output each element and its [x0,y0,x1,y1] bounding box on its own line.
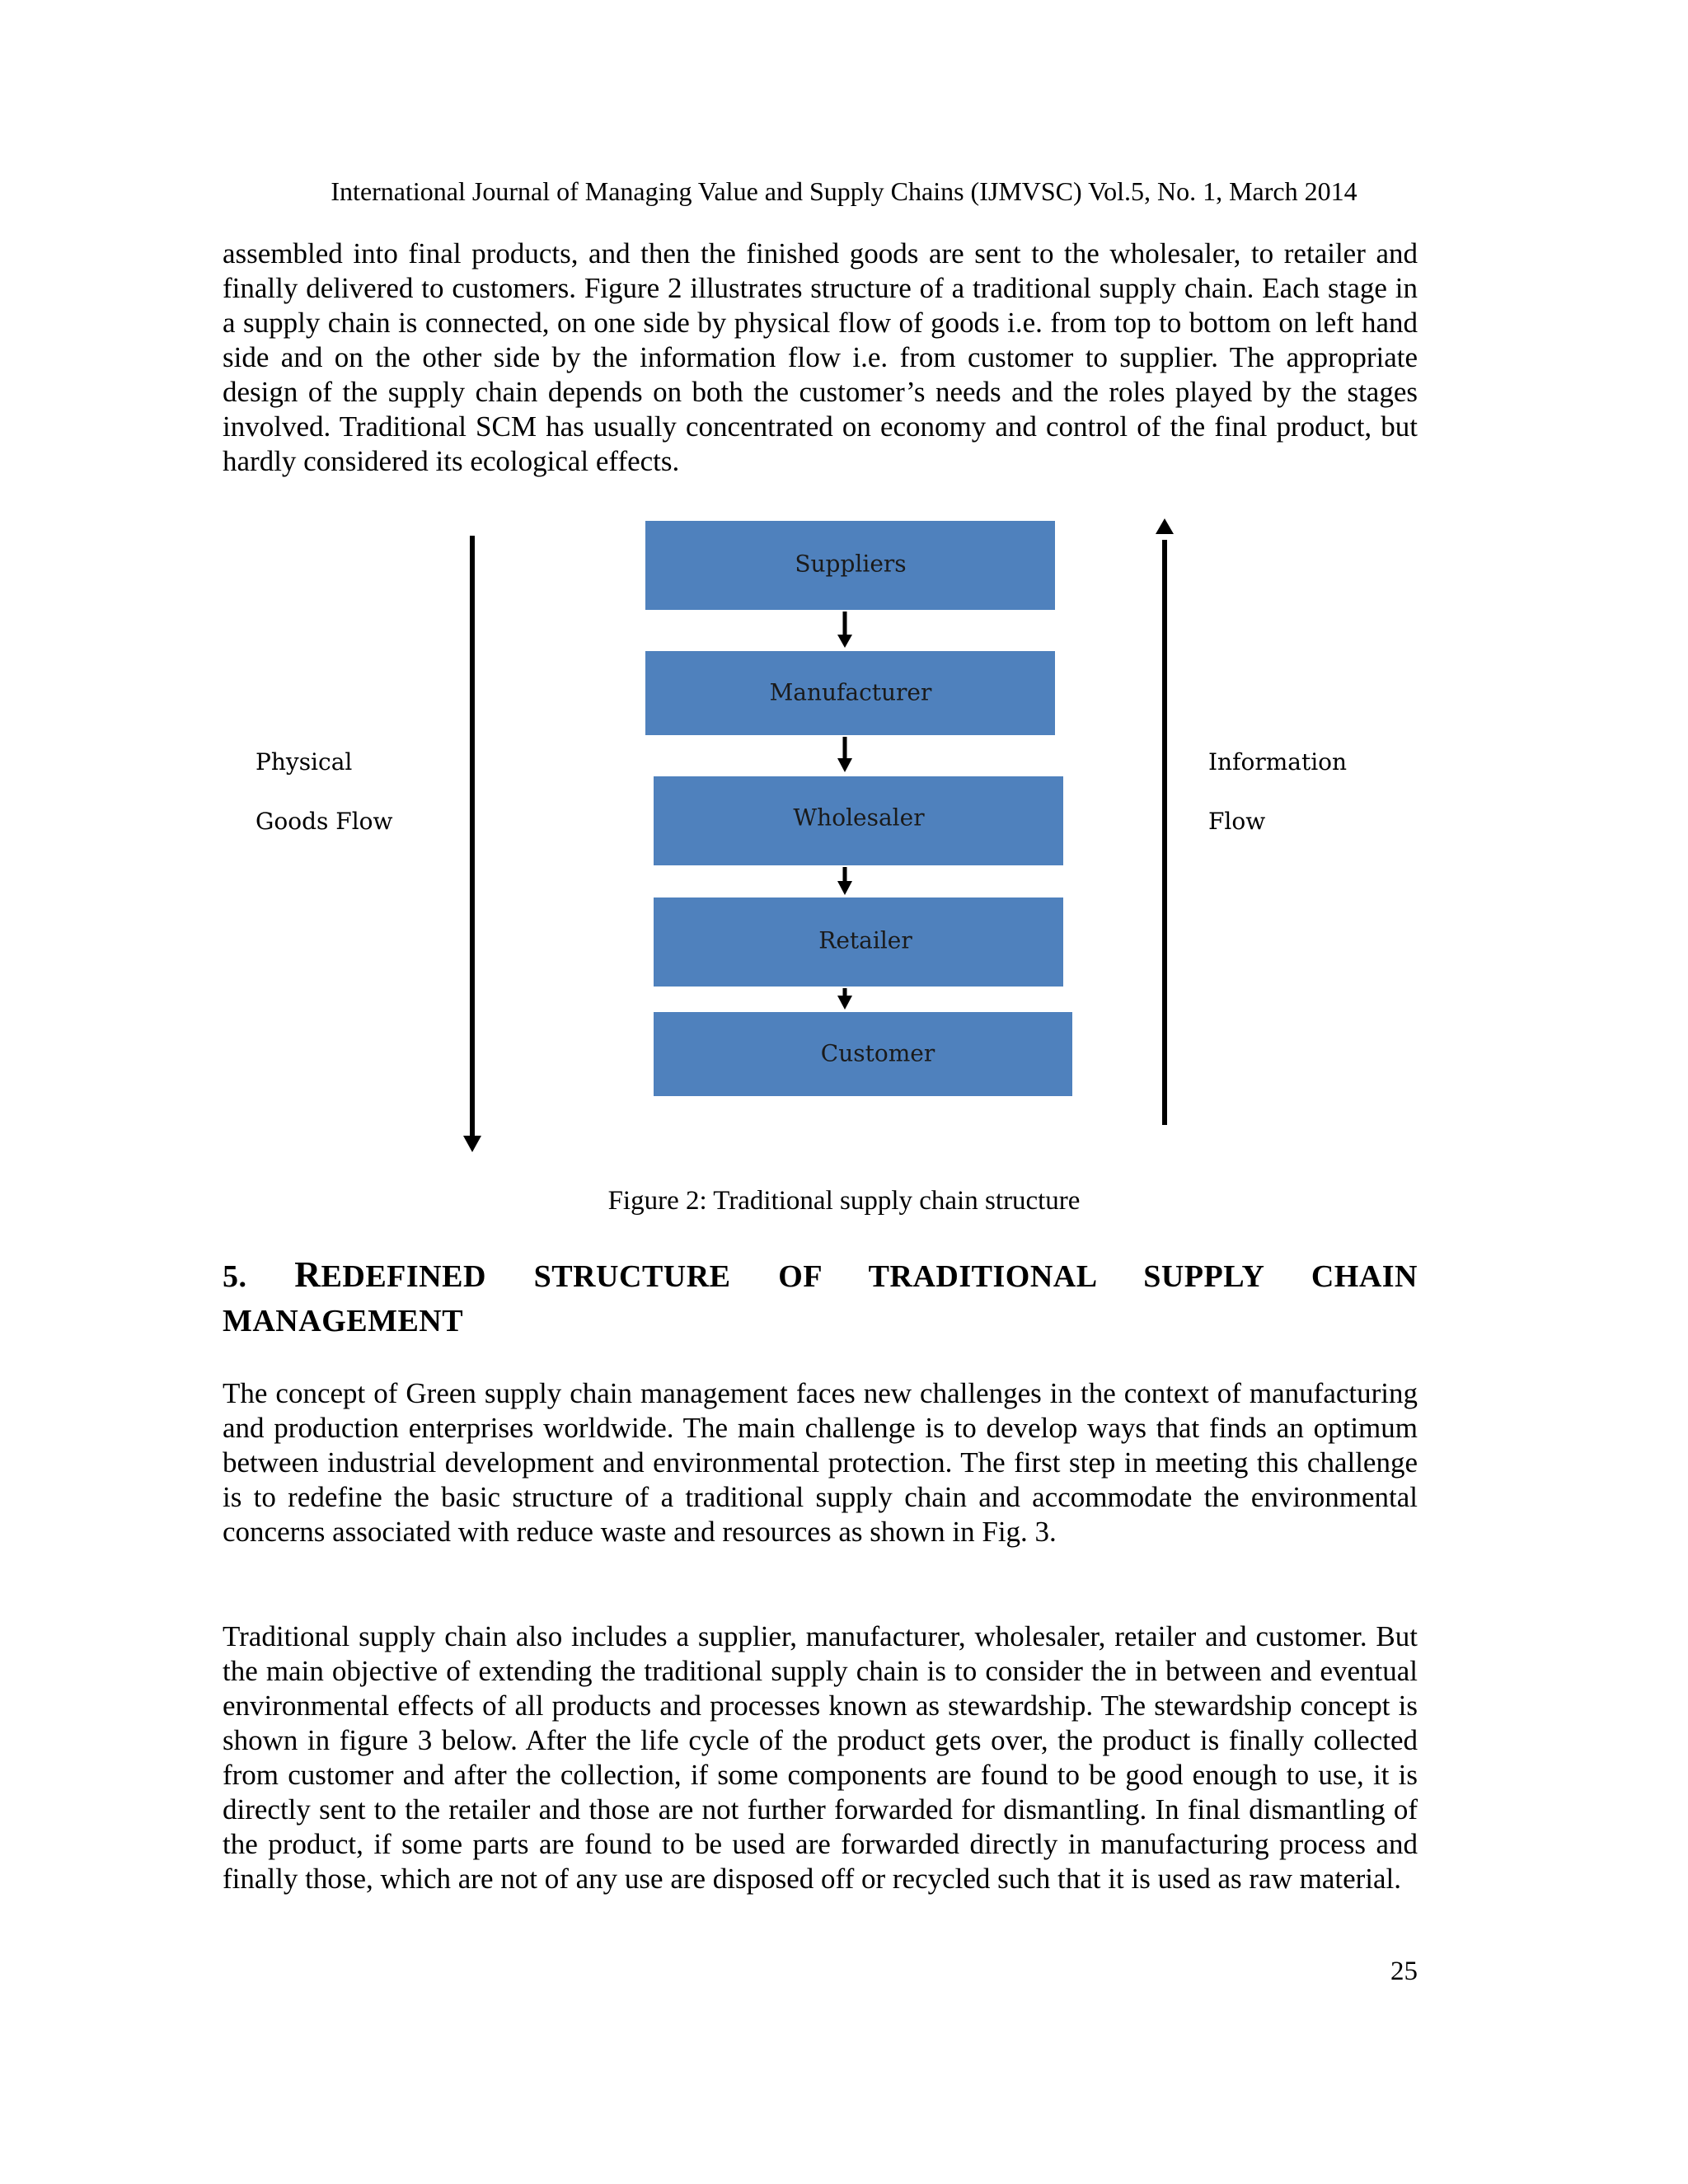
body-paragraph-3: Traditional supply chain also includes a supplier, manufacturer, wholesaler, retailer and customer. But the main objective of extending the traditional supply chain is to consider the in between and eventual environmental effects of all products and processes known as stewardship. The stewardship concept is shown in figure 3 below. After the life cycle of the product gets over, the product is finally collected from customer and after the collection, if some components are found to be good enough to use, it is directly sent to the retailer and those are not further forwarded for dismantling. In final dismantling of the product, if some parts are found to be used are forwarded directly in manufacturing process and finally those, which are not of any use are disposed off or recycled such that it is used as raw material. [223,1620,1418,1895]
supply-chain-diagram [0,511,1688,1170]
physical-flow-arrowhead [463,1136,481,1152]
information-flow-label-line2: Flow [1208,808,1266,835]
physical-flow-label-line1: Physical [256,748,353,776]
connector-arrowhead-1 [837,635,852,648]
body-paragraph-1: assembled into final products, and then the finished goods are sent to the wholesaler, to retailer and finally delivered to customers. Figure 2 illustrates structure of a traditional supply chain. Each stage in a supply chain is connected, on one side by physical flow of goods i.e. from top to bottom on left hand side and on the other side by the information flow i.e. from customer to supplier. The appropriate design of the supply chain depends on both the customer’s needs and the roles played by the stages involved. Traditional SCM has usually concentrated on economy and control of the final product, but hardly considered its ecological effects. [223,237,1418,477]
page-number: 25 [1390,1957,1418,1986]
physical-flow-label-line2: Goods Flow [256,808,393,835]
stage-label-suppliers: Suppliers [795,550,907,578]
supply-chain-figure [0,511,1688,1170]
connector-arrowhead-3 [837,881,852,895]
running-header: International Journal of Managing Value and Supply Chains (IJMVSC) Vol.5, No. 1, March 2014 [331,176,1357,206]
figure-caption: Figure 2: Traditional supply chain structure [607,1186,1081,1216]
stage-label-manufacturer: Manufacturer [769,678,932,706]
section-title-rest: EDEFINED STRUCTURE OF TRADITIONAL SUPPLY CHAIN MANAGEMENT [223,1259,1418,1338]
section-number: 5. [223,1259,247,1294]
section-title-initial: R [294,1254,321,1295]
stage-label-retailer: Retailer [818,926,912,954]
information-flow-arrowhead [1156,518,1174,534]
connector-arrowhead-4 [837,996,852,1010]
section-heading [223,1253,1418,1343]
information-flow-label-line1: Information [1208,748,1348,776]
connector-arrowhead-2 [837,758,852,772]
stage-label-customer: Customer [820,1039,935,1067]
body-paragraph-2: The concept of Green supply chain management faces new challenges in the context of manufacturing and production enterprises worldwide. The main challenge is to develop ways that finds an optimum between industrial development and environmental protection. The first step in meeting this challenge is to redefine the basic structure of a traditional supply chain and accommodate the environmental concerns associated with reduce waste and resources as shown in Fig. 3. [223,1377,1418,1548]
stage-label-wholesaler: Wholesaler [793,804,925,832]
